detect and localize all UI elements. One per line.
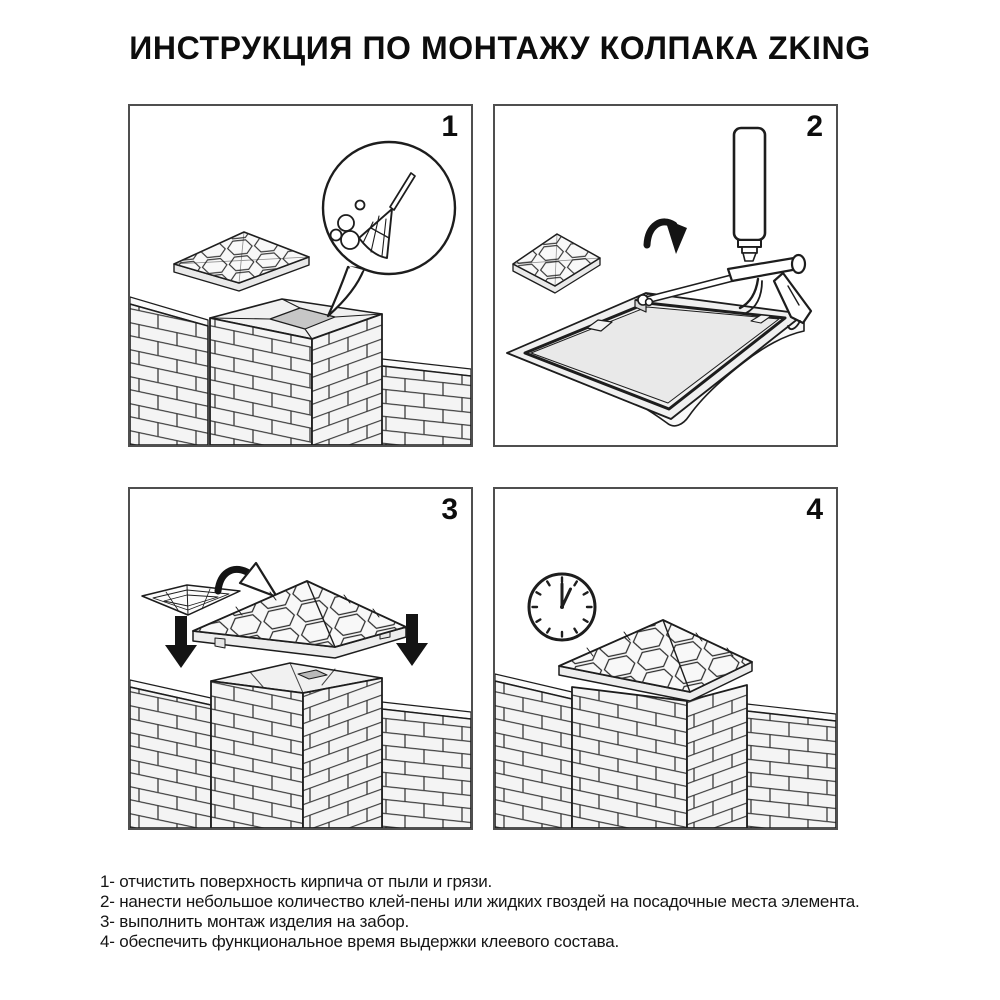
- brick-wall-right: [747, 704, 836, 828]
- brick-pillar: [572, 685, 747, 828]
- panel-step-1: [128, 104, 473, 447]
- overturned-cap-tray: [507, 293, 804, 426]
- note-line-1: 1- отчистить поверхность кирпича от пыли и грязи.: [100, 872, 493, 891]
- brick-wall-left: [130, 680, 211, 828]
- cap-upside-down-small: [142, 585, 240, 615]
- illustration-mount-cap: [130, 489, 471, 828]
- brick-wall-left: [495, 674, 572, 828]
- note-line-3: 3- выполнить монтаж изделия на забор.: [100, 912, 410, 931]
- cap-product-flat: [174, 232, 309, 291]
- step-number-2: 2: [806, 110, 823, 143]
- step-number-3: 3: [441, 493, 458, 526]
- page-title: ИНСТРУКЦИЯ ПО МОНТАЖУ КОЛПАКА ZKING: [129, 30, 871, 66]
- down-arrow-icon-right: [396, 614, 428, 666]
- panel-step-3: [128, 487, 473, 830]
- brick-pillar: [211, 663, 382, 828]
- cap-product-flat-small: [513, 234, 600, 293]
- step-number-4: 4: [806, 493, 823, 526]
- panel-step-2: [493, 104, 838, 447]
- illustration-clean-surface: [130, 106, 471, 445]
- brick-wall-left: [130, 297, 208, 445]
- illustration-curing-time: [495, 489, 836, 828]
- clock-icon: [529, 574, 595, 640]
- flip-arrow-icon: [647, 219, 687, 254]
- foam-gun-icon: [638, 128, 811, 329]
- note-line-4: 4- обеспечить функциональное время выдержки клеевого состава.: [100, 932, 619, 951]
- brick-pillar-open-top: [210, 299, 382, 445]
- step-number-1: 1: [441, 110, 458, 143]
- brick-wall-right: [382, 702, 471, 828]
- foam-canister: [734, 128, 765, 240]
- instruction-notes: [100, 872, 960, 952]
- panel-step-4: [493, 487, 838, 830]
- note-line-2: 2- нанести небольшое количество клей-пены или жидких гвоздей на посадочные места элемента.: [100, 892, 860, 911]
- down-arrow-icon-left: [165, 616, 197, 668]
- illustration-apply-adhesive: [495, 106, 836, 445]
